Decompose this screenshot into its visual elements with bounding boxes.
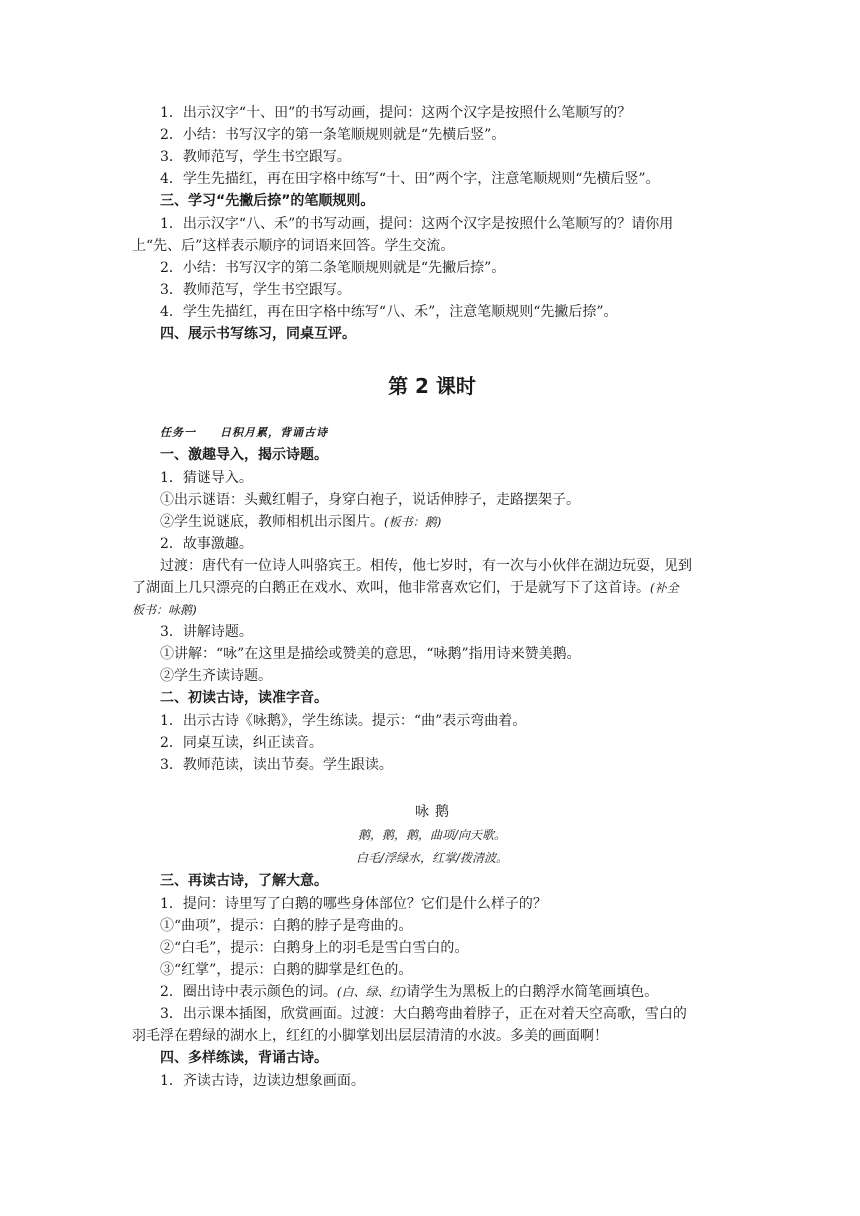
paragraph-text: 请学生为黑板上的白鹅浮水简笔画填色。: [406, 984, 659, 1000]
paragraph: 1．提问：诗里写了白鹅的哪些身体部位？它们是什么样子的？: [160, 896, 547, 912]
paragraph: 2．同桌互读，纠正读音。: [160, 735, 323, 751]
paragraph: 3．教师范写，学生书空跟写。: [160, 149, 351, 165]
paragraph: [132, 511, 732, 533]
section-heading: 三、再读古诗，了解大意。: [160, 873, 328, 889]
paragraph: 1．猜谜导入。: [160, 470, 253, 486]
paragraph: ①出示谜语：头戴红帽子，身穿白袍子，说话伸脖子，走路摆架子。: [160, 492, 580, 508]
section-heading: 四、多样练读，背诵古诗。: [160, 1050, 328, 1066]
paragraph: 4．学生先描红，再在田字格中练写“八、禾”，注意笔顺规则“先撇后捺”。: [160, 304, 618, 320]
paragraph: 过渡：唐代有一位诗人叫骆宾王。相传，他七岁时，有一次与小伙伴在湖边玩耍，见到: [160, 558, 692, 574]
paragraph: 1．出示古诗《咏鹅》，学生练读。提示：“曲”表示弯曲着。: [160, 713, 527, 729]
paragraph: ③“红掌”，提示：白鹅的脚掌是红色的。: [160, 962, 413, 978]
paragraph: 1．齐读古诗，边读边想象画面。: [160, 1073, 365, 1089]
section-heading: 三、学习“先撇后捺”的笔顺规则。: [160, 193, 375, 209]
paragraph: ①讲解：“咏”在这里是描绘或赞美的意思，“咏鹅”指用诗来赞美鹅。: [160, 646, 581, 662]
poem-line: 鹅，鹅，鹅，曲项/向天歌。: [357, 828, 507, 842]
board-note: 板书：咏鹅): [132, 603, 197, 617]
paragraph: 2．小结：书写汉字的第二条笔顺规则就是“先撇后捺”。: [160, 260, 506, 276]
paragraph: 1．出示汉字“八、禾”的书写动画，提问：这两个汉字是按照什么笔顺写的？请你用: [160, 216, 674, 232]
paragraph: [132, 577, 732, 599]
paragraph: 3．讲解诗题。: [160, 624, 253, 640]
document-body: [132, 102, 732, 1092]
paragraph-text: ②学生说谜底，教师相机出示图片。: [160, 514, 384, 530]
task-heading: 任务一 日积月累，背诵古诗: [160, 426, 328, 439]
paragraph-text: 了湖面上几只漂亮的白鹅正在戏水、欢叫，他非常喜欢它们，于是就写下了这首诗。: [132, 580, 650, 596]
paragraph: ①“曲项”，提示：白鹅的脖子是弯曲的。: [160, 918, 413, 934]
section-heading: 四、展示书写练习，同桌互评。: [160, 326, 356, 342]
paragraph: 羽毛浮在碧绿的湖水上，红红的小脚掌划出层层清清的水波。多美的画面啊！: [132, 1028, 608, 1044]
board-note: (板书：鹅): [384, 515, 442, 529]
paragraph: 4．学生先描红，再在田字格中练写“十、田”两个字，注意笔顺规则“先横后竖”。: [160, 171, 660, 187]
paragraph: ②“白毛”，提示：白鹅身上的羽毛是雪白雪白的。: [160, 940, 469, 956]
section-heading: 二、初读古诗，读准字音。: [160, 690, 328, 706]
paragraph: 3．出示课本插图，欣赏画面。过渡：大白鹅弯曲着脖子，正在对着天空高歌，雪白的: [160, 1006, 687, 1022]
poem-line: 白毛/浮绿水，红掌/拨清波。: [355, 851, 509, 865]
paragraph: 3．教师范读，读出节奏。学生跟读。: [160, 757, 393, 773]
paragraph: 2．故事激趣。: [160, 536, 253, 552]
color-note: (白、绿、红): [336, 985, 407, 999]
lesson-title: 第 2 课时: [388, 374, 476, 398]
paragraph: [132, 981, 732, 1003]
board-note: (补全: [650, 581, 679, 595]
paragraph: 上“先、后”这样表示顺序的词语来回答。学生交流。: [132, 238, 455, 254]
section-heading: 一、激趣导入，揭示诗题。: [160, 447, 328, 463]
paragraph: 1．出示汉字“十、田”的书写动画，提问：这两个汉字是按照什么笔顺写的？: [160, 105, 632, 121]
paragraph-text: 2．圈出诗中表示颜色的词。: [160, 984, 337, 1000]
paragraph: 2．小结：书写汉字的第一条笔顺规则就是“先横后竖”。: [160, 127, 506, 143]
poem-title: 咏鹅: [415, 804, 455, 820]
paragraph: ②学生齐读诗题。: [160, 668, 272, 684]
paragraph: 3．教师范写，学生书空跟写。: [160, 282, 351, 298]
